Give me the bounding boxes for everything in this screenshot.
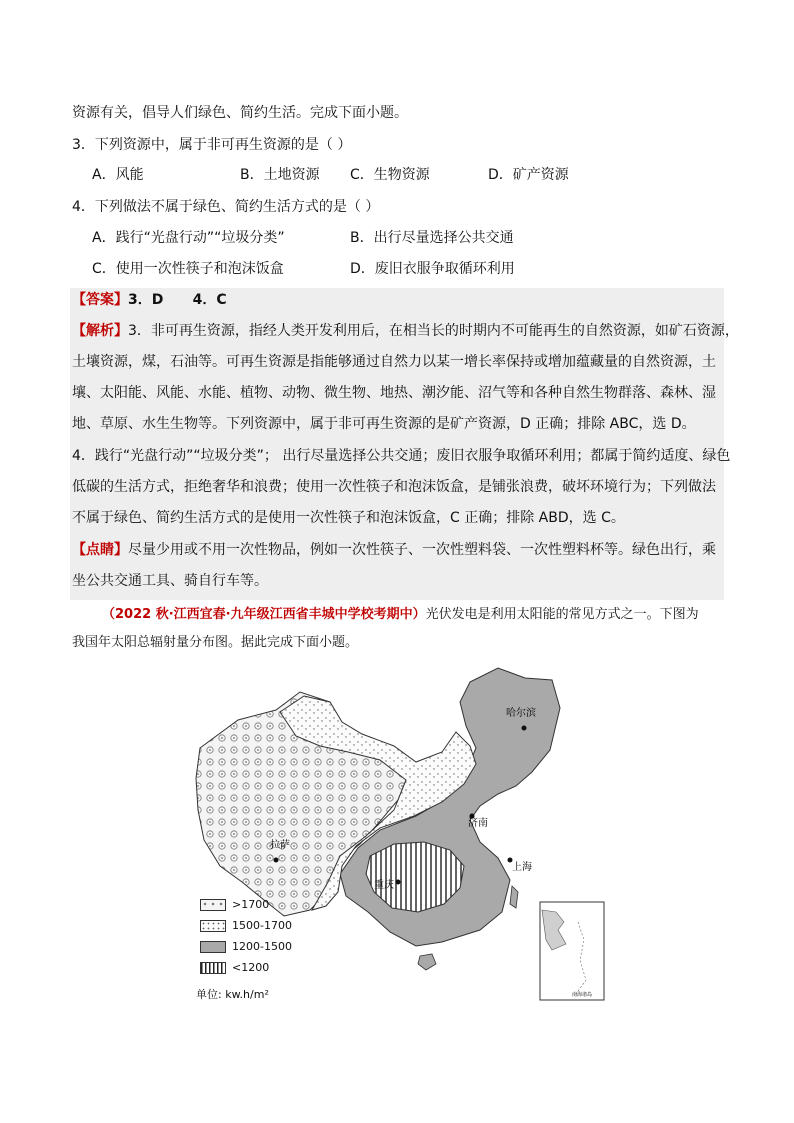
answer-text: 3．D 4．C	[128, 292, 227, 308]
legend-swatch	[200, 941, 226, 953]
tip-text: 尽量少用或不用一次性物品，例如一次性筷子、一次性塑料袋、一次性塑料杯等。绿色出行，乘	[128, 542, 716, 558]
legend-label: 1200-1500	[232, 940, 292, 953]
q4-option-c: C．使用一次性筷子和泡沫饭盒	[92, 261, 284, 277]
harbin-label: 哈尔滨	[506, 708, 536, 719]
analysis-text: 3．非可再生资源，指经人类开发利用后，在相当长的时期内不可能再生的自然资源，如矿石资源，	[128, 323, 739, 339]
harbin-marker	[522, 726, 527, 731]
legend-swatch	[200, 920, 226, 932]
taiwan-island	[510, 886, 518, 908]
analysis-line-5: 4．践行“光盘行动”“垃圾分类”； 出行尽量选择公共交通；废旧衣服争取循环利用；都属于简约适度、绿色	[72, 448, 731, 464]
legend-item-gt-1700	[200, 898, 269, 911]
lhasa-marker	[274, 858, 279, 863]
analysis-line-2: 土壤资源，煤，石油等。可再生资源是指能够通过自然力以某一增长率保持或增加蕴藏量的自然资源，土	[72, 354, 716, 370]
question-3-stem: 3．下列资源中，属于非可再生资源的是（ ）	[72, 137, 352, 153]
next-passage-line-1	[102, 605, 699, 625]
next-passage-line-2: 我国年太阳总辐射量分布图。据此完成下面小题。	[72, 635, 359, 650]
q3-option-a: A．风能	[92, 167, 144, 183]
analysis-line-4: 地、草原、水生生物等。下列资源中，属于非可再生资源的是矿产资源，D 正确；排除 ABC，选 D。	[72, 416, 696, 432]
inset-label: 南海诸岛	[572, 992, 593, 998]
q3-option-c: C．生物资源	[350, 167, 430, 183]
q4-option-d: D．废旧衣服争取循环利用	[350, 261, 515, 277]
q3-option-b: B．土地资源	[240, 167, 320, 183]
q4-option-a: A．践行“光盘行动”“垃圾分类”	[92, 230, 285, 246]
legend-label: 1500-1700	[232, 919, 292, 932]
analysis-tag: 【解析】	[72, 323, 128, 339]
question-source: （2022 秋·江西宜春·九年级江西省丰城中学校考期中）	[102, 607, 426, 622]
legend-item-1500-1700	[200, 919, 292, 932]
shanghai-label: 上海	[512, 862, 532, 873]
chongqing-marker	[396, 880, 401, 885]
lhasa-label: 拉萨	[270, 840, 290, 851]
analysis-line-1	[72, 321, 739, 341]
analysis-line-7: 不属于绿色、简约生活方式的是使用一次性筷子和泡沫饭盒，C 正确；排除 ABD，选 C。	[72, 510, 625, 526]
answer-tag: 【答案】	[72, 292, 128, 308]
legend-swatch	[200, 962, 226, 974]
legend-unit: 单位: kw.h/m²	[196, 988, 269, 1001]
jinan-label: 济南	[468, 818, 488, 829]
tip-tag: 【点睛】	[72, 542, 128, 558]
question-4-stem: 4．下列做法不属于绿色、简约生活方式的是（ ）	[72, 199, 380, 215]
hainan-island	[418, 954, 436, 970]
chongqing-label: 重庆	[374, 880, 394, 891]
answer-line	[72, 290, 227, 310]
legend-swatch	[200, 899, 226, 911]
intro-tail: 资源有关，倡导人们绿色、简约生活。完成下面小题。	[72, 105, 408, 121]
legend-label: <1200	[232, 961, 270, 974]
analysis-line-3: 壤、太阳能、风能、水能、植物、动物、微生物、地热、潮汐能、沼气等和各种自然生物群落、森林、湿	[72, 385, 716, 401]
legend-label: >1700	[232, 898, 270, 911]
next-passage-text: 光伏发电是利用太阳能的常见方式之一。下图为	[425, 607, 699, 622]
legend-item-1200-1500	[200, 940, 292, 953]
analysis-line-6: 低碳的生活方式，拒绝奢华和浪费；使用一次性筷子和泡沫饭盒，是铺张浪费，破坏环境行为；下列做法	[72, 479, 716, 495]
solar-radiation-map	[180, 660, 610, 1005]
q4-option-b: B．出行尽量选择公共交通	[350, 230, 514, 246]
tip-line-1	[72, 540, 716, 560]
legend-item-lt-1200	[200, 961, 269, 974]
tip-line-2: 坐公共交通工具、骑自行车等。	[72, 573, 268, 589]
q3-option-d: D．矿产资源	[488, 167, 569, 183]
